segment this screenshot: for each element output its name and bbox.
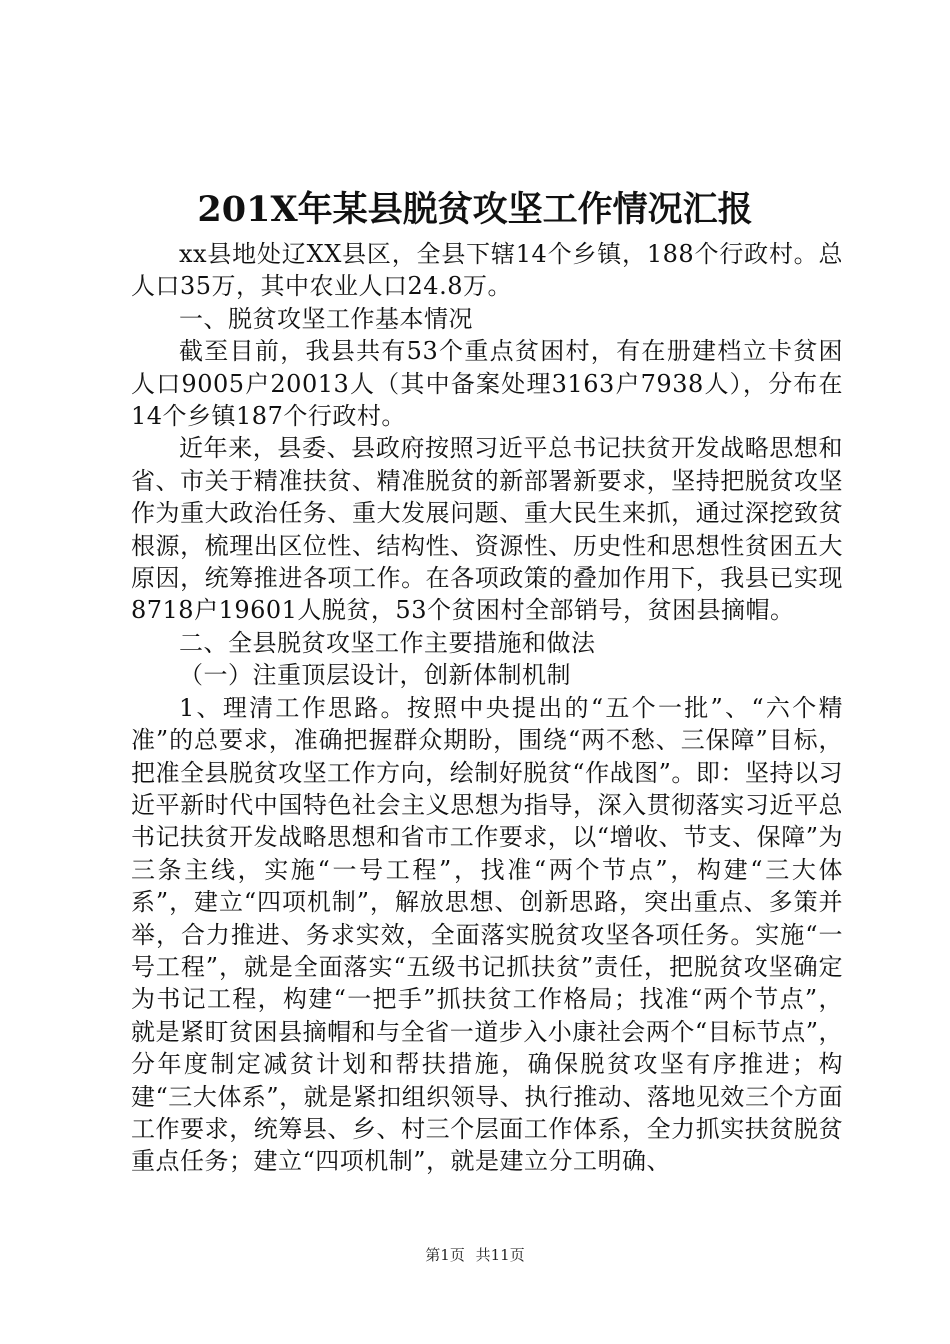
section-heading-2: 二、全县脱贫攻坚工作主要措施和做法 (179, 628, 596, 657)
document-title: 201X年某县脱贫攻坚工作情况汇报 (197, 189, 753, 230)
section-heading-1: 一、脱贫攻坚工作基本情况 (179, 304, 473, 333)
paragraph-poverty-stats: 截至目前，我县共有53个重点贫困村，有在册建档立卡贫困人口9005户20013人（其中备案处理3163户7938人），分布在14个乡镇187个行政村。 (131, 337, 843, 431)
page-number: 第1页 (425, 1246, 465, 1264)
paragraph-recent-years: 近年来，县委、县政府按照习近平总书记扶贫开发战略思想和省、市关于精准扶贫、精准脱贫的新部署新要求，坚持把脱贫攻坚作为重大政治任务、重大发展问题、重大民生来抓，通过深挖致贫根源，梳理出区位性、结构性、资源性、历史性和思想性贫困五大原因，统筹推进各项工作。在各项政策的叠加作用下，我县已实现8718户19601人脱贫，53个贫困村全部销号，贫困县摘帽。 (131, 434, 843, 625)
document-body (131, 238, 843, 1178)
subsection-heading-1: （一）注重顶层设计，创新体制机制 (179, 661, 571, 690)
page-total: 共11页 (475, 1246, 525, 1264)
page-footer (0, 1245, 950, 1265)
paragraph-work-approach: 1、理清工作思路。按照中央提出的“五个一批”、“六个精准”的总要求，准确把握群众期盼，围绕“两不愁、三保障”目标，把准全县脱贫攻坚工作方向，绘制好脱贫“作战图”。即：坚持以习近平新时代中国特色社会主义思想为指导，深入贯彻落实习近平总书记扶贫开发战略思想和省市工作要求，以“增收、节支、保障”为三条主线，实施“一号工程”，找准“两个节点”，构建“三大体系”，建立“四项机制”，解放思想、创新思路，突出重点、多策并举，合力推进、务求实效，全面落实脱贫攻坚各项任务。实施“一号工程”，就是全面落实“五级书记抓扶贫”责任，把脱贫攻坚确定为书记工程，构建“一把手”抓扶贫工作格局；找准“两个节点”，就是紧盯贫困县摘帽和与全省一道步入小康社会两个“目标节点”，分年度制定减贫计划和帮扶措施，确保脱贫攻坚有序推进；构建“三大体系”，就是紧扣组织领导、执行推动、落地见效三个方面工作要求，统筹县、乡、村三个层面工作体系，全力抓实扶贫脱贫重点任务；建立“四项机制”，就是建立分工明确、 (131, 693, 843, 1176)
paragraph-intro: xx县地处辽XX县区，全县下辖14个乡镇，188个行政村。总人口35万，其中农业人口24.8万。 (131, 240, 843, 301)
